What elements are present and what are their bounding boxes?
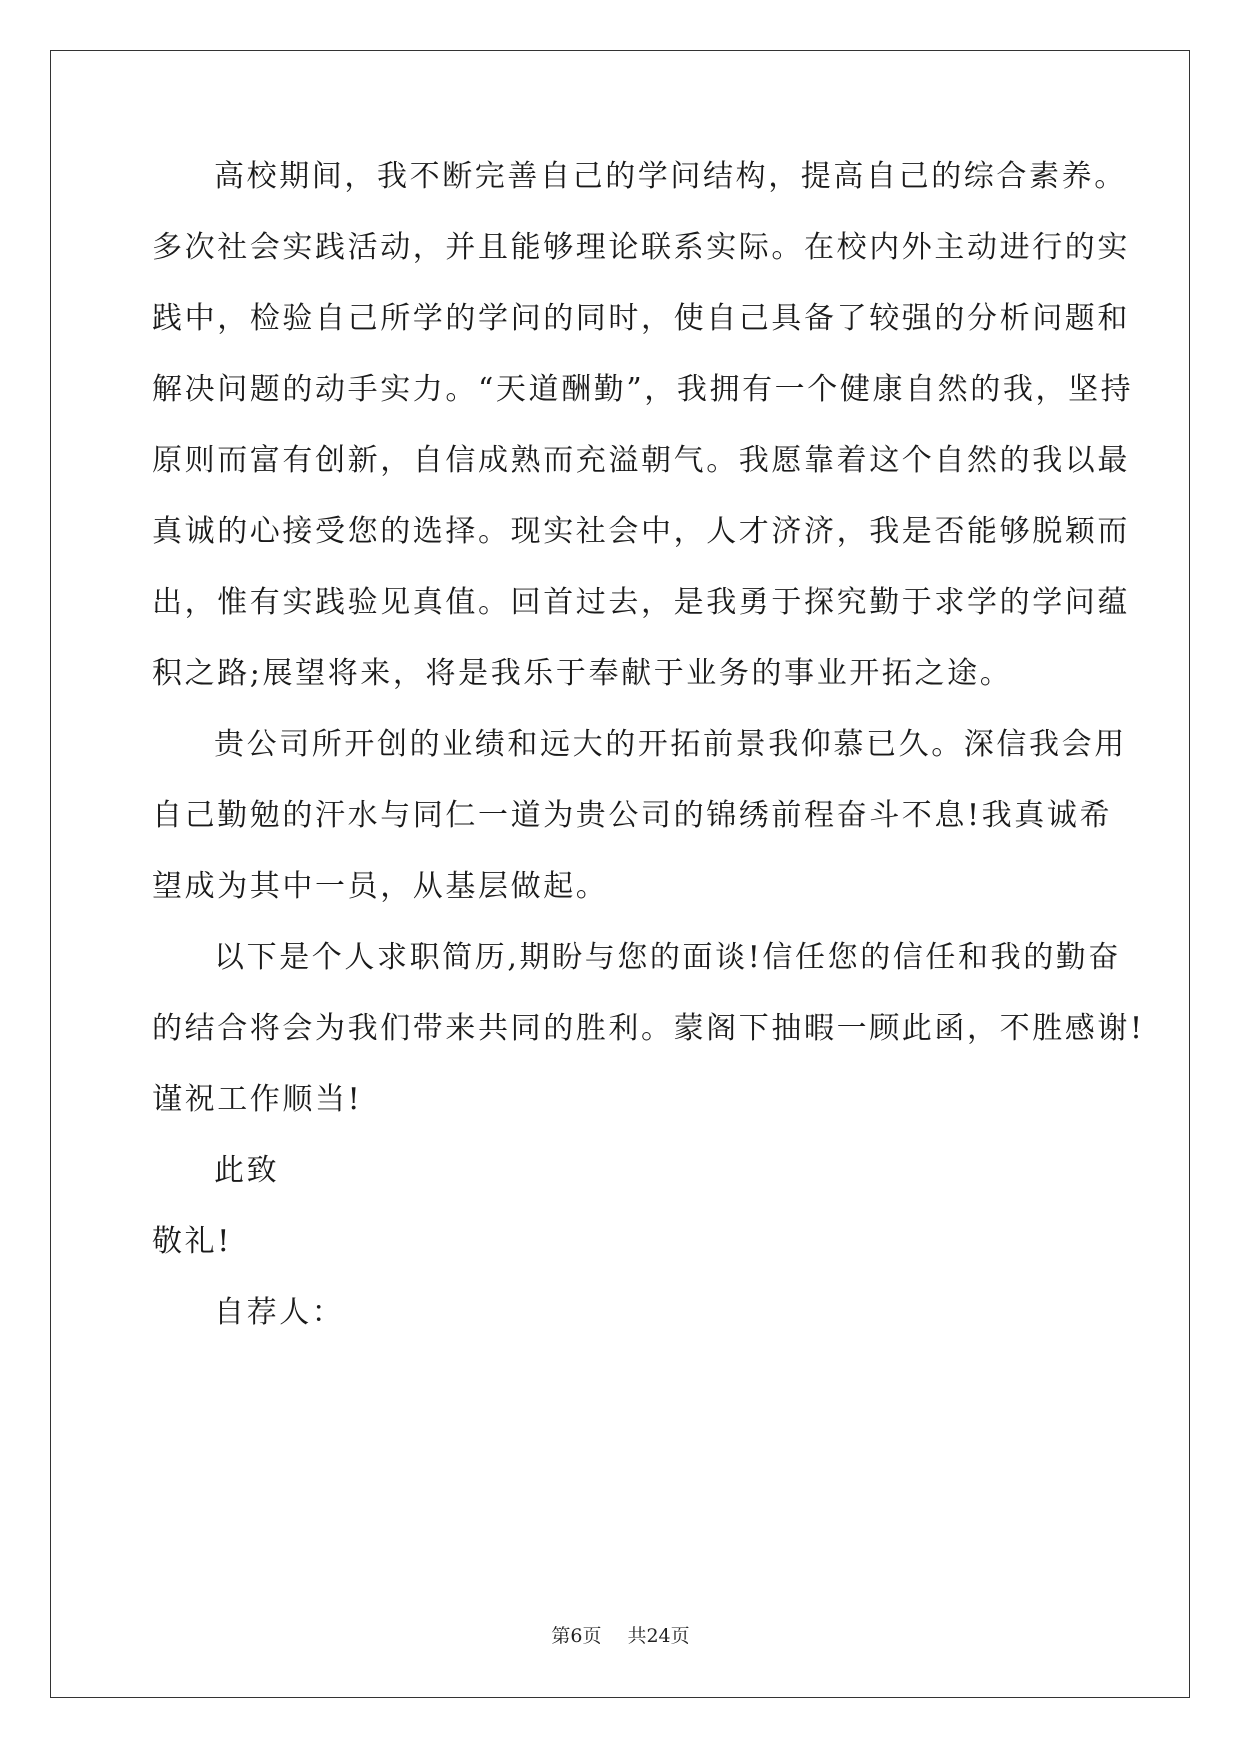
paragraph-2-line-1: 贵公司所开创的业绩和远大的开拓前景我仰慕已久。深信我会用 — [214, 727, 1127, 762]
paragraph-1-line-7: 出，惟有实践验见真值。回首过去，是我勇于探究勤于求学的学问蕴 — [152, 585, 1130, 620]
paragraph-1-line-2: 多次社会实践活动，并且能够理论联系实际。在校内外主动进行的实 — [152, 230, 1130, 265]
page-footer — [0, 1624, 1241, 1648]
paragraph-1-line-6: 真诚的心接受您的选择。现实社会中，人才济济，我是否能够脱颖而 — [152, 514, 1130, 549]
paragraph-1-line-1: 高校期间，我不断完善自己的学问结构，提高自己的综合素养。 — [214, 159, 1127, 194]
paragraph-3-line-1: 以下是个人求职简历,期盼与您的面谈!信任您的信任和我的勤奋 — [214, 940, 1121, 975]
paragraph-2-line-2: 自己勤勉的汗水与同仁一道为贵公司的锦绣前程奋斗不息!我真诚希 — [152, 798, 1113, 833]
page-total: 共24页 — [627, 1625, 690, 1647]
closing-regards: 敬礼! — [152, 1224, 232, 1259]
paragraph-3-line-2: 的结合将会为我们带来共同的胜利。蒙阁下抽暇一顾此函，不胜感谢! — [152, 1011, 1145, 1046]
paragraph-1-line-5: 原则而富有创新，自信成熟而充溢朝气。我愿靠着这个自然的我以最 — [152, 443, 1130, 478]
paragraph-3-line-3: 谨祝工作顺当! — [152, 1082, 363, 1117]
closing-salutation: 此致 — [214, 1153, 280, 1188]
paragraph-1-line-4: 解决问题的动手实力。“天道酬勤”，我拥有一个健康自然的我，坚持 — [152, 372, 1134, 407]
paragraph-2-line-3: 望成为其中一员，从基层做起。 — [152, 869, 609, 904]
page-number: 第6页 — [551, 1625, 602, 1647]
paragraph-1-line-8: 积之路;展望将来，将是我乐于奉献于业务的事业开拓之途。 — [152, 656, 1013, 691]
signature-label: 自荐人： — [214, 1295, 345, 1330]
paragraph-1-line-3: 践中，检验自己所学的学问的同时，使自己具备了较强的分析问题和 — [152, 301, 1130, 336]
